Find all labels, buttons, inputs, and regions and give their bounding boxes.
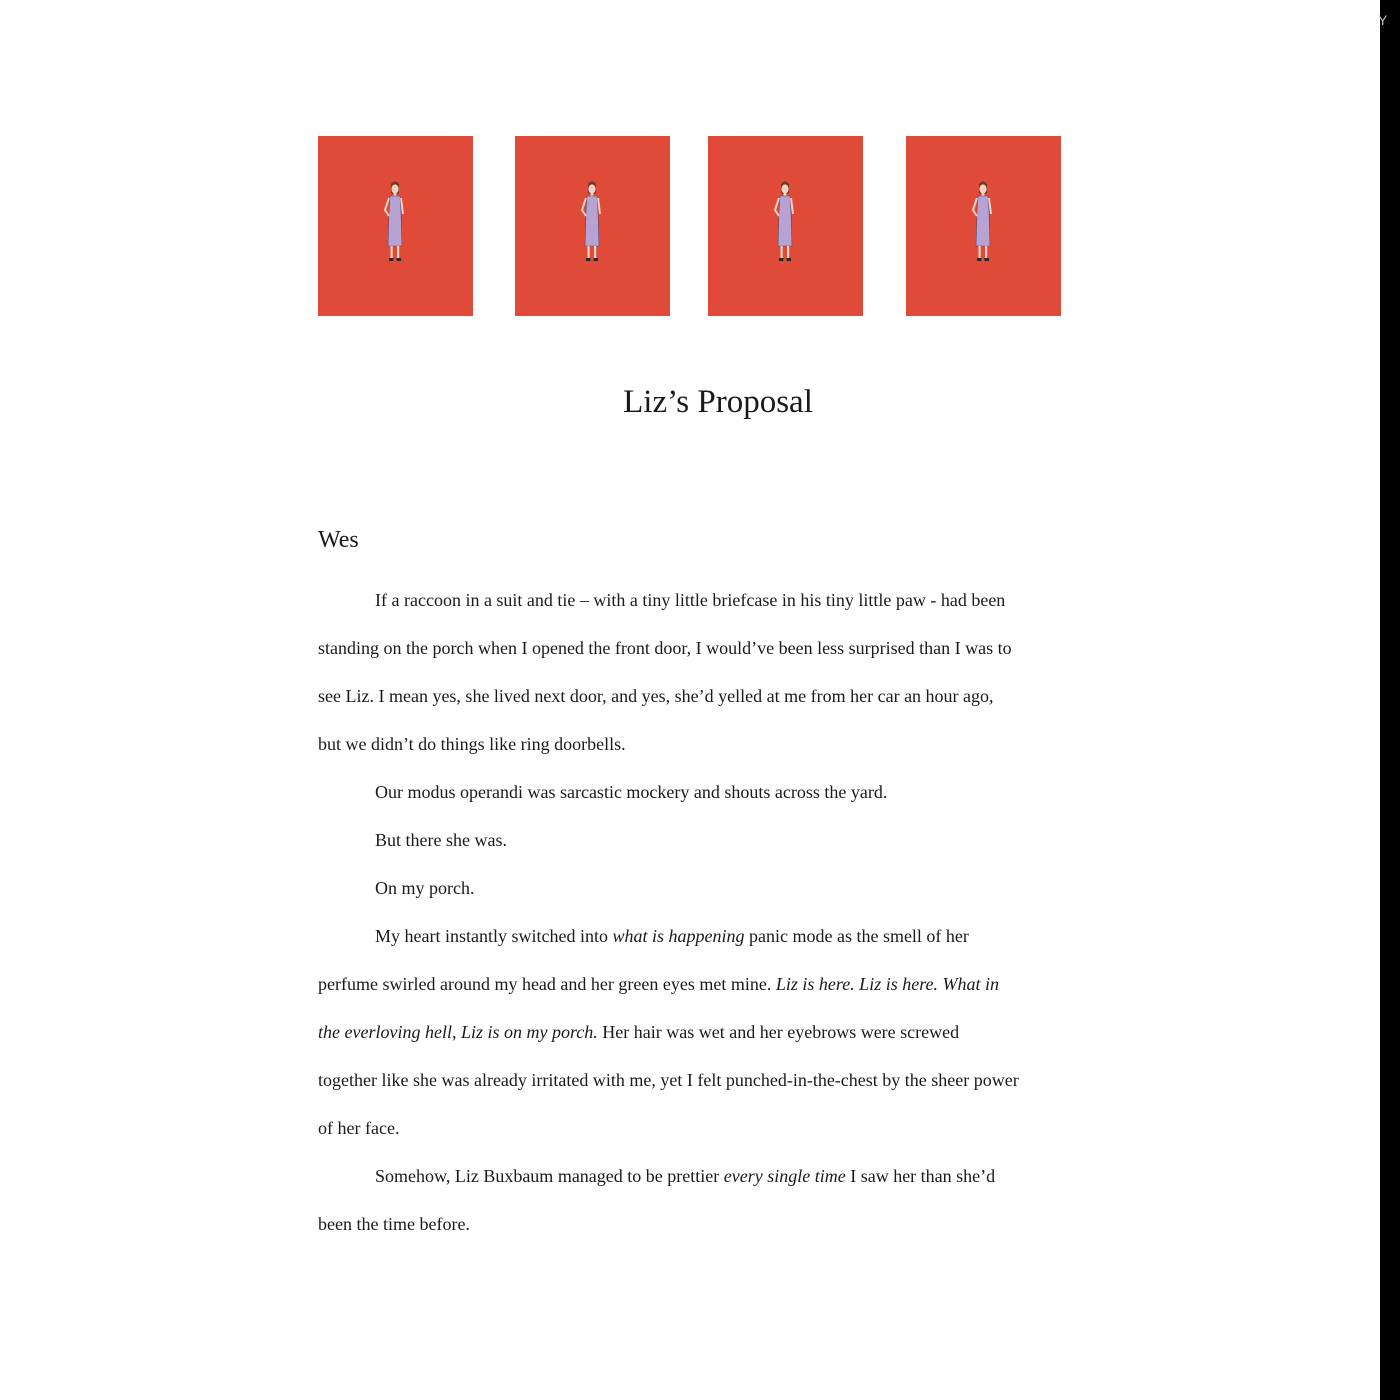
text-line: I saw her than she’d: [845, 1166, 996, 1186]
text-line: of her face.: [318, 1118, 400, 1138]
paragraph: [318, 864, 1068, 912]
illustration-tile: [708, 136, 863, 316]
woman-in-dress-figure-icon: [968, 180, 998, 264]
text-line: together like she was already irritated with me, yet I felt punched-in-the-chest by the sheer power: [318, 1070, 1019, 1090]
italic-text: Liz is here. Liz is here. What in: [771, 974, 1000, 994]
text-line: My heart instantly switched into: [375, 926, 613, 946]
woman-in-dress-figure-icon: [770, 180, 800, 264]
illustration-tile: [906, 136, 1061, 316]
paragraph: [318, 816, 1068, 864]
woman-in-dress-figure-icon: [380, 180, 410, 264]
text-line: Somehow, Liz Buxbaum managed to be prettier: [375, 1166, 724, 1186]
text-line: see Liz. I mean yes, she lived next door, and yes, she’d yelled at me from her car an hour ago,: [318, 686, 994, 706]
italic-text: the everloving hell, Liz is on my porch.: [318, 1022, 598, 1042]
text-line: On my porch.: [375, 878, 475, 898]
text-line: been the time before.: [318, 1214, 470, 1234]
paragraph: [318, 768, 1068, 816]
italic-text: what is happening: [612, 926, 745, 946]
text-line: Our modus operandi was sarcastic mockery and shouts across the yard.: [375, 782, 888, 802]
edge-mark: Y: [1378, 12, 1388, 28]
story-body: [318, 576, 1068, 1248]
italic-text: every single time: [723, 1166, 846, 1186]
text-line: If a raccoon in a suit and tie – with a tiny little briefcase in his tiny little paw - had been: [375, 590, 1006, 610]
page-title: Liz’s Proposal: [623, 384, 813, 420]
paragraph: [318, 576, 1068, 768]
text-line: Her hair was wet and her eyebrows were screwed: [597, 1022, 960, 1042]
illustration-tile: [515, 136, 670, 316]
text-line: perfume swirled around my head and her green eyes met mine.: [318, 974, 772, 994]
illustration-tile: [318, 136, 473, 316]
woman-in-dress-figure-icon: [577, 180, 607, 264]
page-edge-bar: [1380, 0, 1400, 1400]
paragraph: [318, 912, 1068, 1152]
text-line: standing on the porch when I opened the front door, I would’ve been less surprised than I was to: [318, 638, 1012, 658]
chapter-heading: Wes: [318, 527, 359, 553]
paragraph: [318, 1152, 1068, 1248]
text-line: but we didn’t do things like ring doorbells.: [318, 734, 626, 754]
illustration-strip: [318, 136, 1062, 316]
text-line: panic mode as the smell of her: [744, 926, 969, 946]
text-line: But there she was.: [375, 830, 507, 850]
